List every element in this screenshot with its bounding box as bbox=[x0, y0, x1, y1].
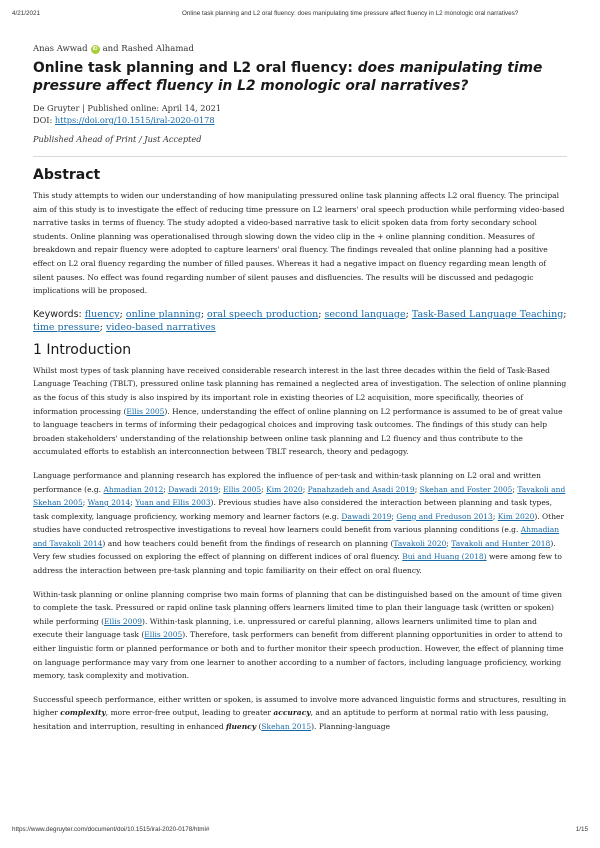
keyword-link[interactable]: fluency bbox=[84, 308, 120, 320]
publication-status: Published Ahead of Print / Just Accepted bbox=[33, 134, 202, 144]
emphasis-term: fluency bbox=[226, 722, 257, 731]
keyword-link[interactable]: second language bbox=[324, 308, 406, 320]
citation-link[interactable]: Bui and Huang (2018) bbox=[402, 552, 487, 562]
intro-paragraph-4: Successful speech performance, either written or spoken, is assumed to involve more advanced linguistic forms and structures, resulting in higher complexity, more error-free output, leading to greater accuracy, and an aptitude to perform at normal ratio with less pausing, hesitation and interruption, resulting in enhanced fluency (Skehan 2015). Planning-language bbox=[33, 694, 567, 731]
author-list bbox=[33, 44, 567, 54]
title-main: Online task planning and L2 oral fluency: bbox=[33, 60, 358, 76]
citation-link[interactable]: Kim 2020 bbox=[497, 511, 535, 521]
keyword-link[interactable]: online planning bbox=[125, 308, 201, 320]
doi-label: DOI: bbox=[33, 114, 55, 125]
print-page-title: Online task planning and L2 oral fluency: does manipulating time pressure affect fluency in L2 monologic oral narratives? bbox=[182, 10, 519, 17]
page-number: 1/15 bbox=[575, 826, 588, 833]
keyword-link[interactable]: video-based narratives bbox=[106, 321, 216, 333]
citation-link[interactable]: Tavakoli and Hunter 2018 bbox=[451, 538, 551, 548]
intro-paragraph-2: Language performance and planning research has explored the influence of per-task and within-task planning on L2 oral and written performance (e.g. Ahmadian 2012; Dawadi 2019; Ellis 2005; Kim 2020; Panahzadeh and Asadi 2019; Skehan and Foster 2005; Tavakoli and Skehan 2005; Wang 2014; Yuan and Ellis 2003). Previous studies have also considered the interaction between planning and task types, task complexity, language proficiency, working memory and learner factors (e.g. Dawadi 2019; Geng and Freduson 2013; Kim 2020). Other studies have conducted retrospective investigations to reveal how learners could benefit from various planning conditions (e.g. Ahmadian and Tavakoli 2014) and how teachers could benefit from the findings of research on planning (Tavakoli 2020; Tavakoli and Hunter 2018). Very few studies focussed on exploring the effect of planning on different indices of oral fluency. Bui and Huang (2018) were among few to address the interaction between pre-task planning and topic familiarity on their effect on oral fluency. bbox=[33, 470, 566, 576]
keyword-link[interactable]: time pressure bbox=[33, 321, 100, 333]
doi-line bbox=[33, 115, 567, 127]
orcid-icon[interactable]: iD bbox=[92, 45, 98, 52]
citation-link[interactable]: Ellis 2009 bbox=[104, 616, 143, 626]
abstract-heading: Abstract bbox=[33, 167, 101, 183]
keywords-label: Keywords: bbox=[33, 308, 85, 320]
citation-link[interactable]: Skehan 2015 bbox=[261, 722, 312, 731]
article-title bbox=[33, 59, 567, 95]
citation-link[interactable]: Ahmadian 2012 bbox=[103, 484, 164, 494]
section-heading-introduction: 1 Introduction bbox=[33, 341, 132, 358]
citation-link[interactable]: Tavakoli and Skehan 2005 bbox=[33, 484, 566, 508]
citation-link[interactable]: Ellis 2005 bbox=[144, 630, 183, 640]
citation-link[interactable]: Skehan and Foster 2005 bbox=[419, 484, 513, 494]
citation-link[interactable]: Panahzadeh and Asadi 2019 bbox=[307, 484, 415, 494]
doi-link[interactable]: https://doi.org/10.1515/iral-2020-0178 bbox=[54, 114, 215, 125]
author-names-rest: and Rashed Alhamad bbox=[102, 44, 194, 54]
citation-link[interactable]: Dawadi 2019 bbox=[341, 511, 392, 521]
abstract-text: This study attempts to widen our understanding of how manipulating pressured online task planning affects L2 oral fluency. The principal aim of this study is to investigate the effect of reducing time pressure on L2 learners' oral speech production while performing video-based narrative tasks in terms of fluency. The study adopted a video-based narrative task to elicit spoken data from forty secondary school students. Online planning was operationalised through slowing down the video clip in the + online planning condition. Measures of breakdown and repair fluency were adopted to capture learners' oral fluency. The findings revealed that online planning had a positive effect on L2 oral fluency regarding the number of filled pauses. Whereas it had a negative impact on fluency regarding mean length of silent pauses. No effect was found regarding number of silent pauses and disfluencies. The results will be discussed and pedagogic implications will be proposed. bbox=[33, 191, 565, 296]
citation-link[interactable]: Ellis 2005 bbox=[126, 406, 165, 416]
title-subtitle: does manipulating time pressure affect fluency in L2 monologic oral narratives? bbox=[33, 60, 543, 94]
citation-link[interactable]: Ellis 2005 bbox=[223, 484, 262, 494]
emphasis-term: complexity bbox=[60, 708, 106, 718]
author-link[interactable]: Anas Awwad bbox=[33, 44, 88, 54]
citation-link[interactable]: Geng and Freduson 2013 bbox=[396, 511, 493, 521]
print-footer bbox=[12, 826, 588, 836]
citation-link[interactable]: Dawadi 2019 bbox=[168, 484, 219, 494]
citation-link[interactable]: Yuan and Ellis 2003 bbox=[135, 498, 211, 508]
citation-link[interactable]: Tavakoli 2020 bbox=[393, 538, 447, 548]
keyword-link[interactable]: oral speech production bbox=[207, 308, 319, 320]
keywords: Keywords: fluency; online planning; oral speech production; second language; Task-Based Language Teaching; time pressure; video-based narratives bbox=[33, 308, 567, 333]
divider bbox=[33, 156, 567, 157]
print-date: 4/21/2021 bbox=[12, 10, 41, 17]
publication-meta bbox=[33, 103, 567, 126]
keyword-link[interactable]: Task-Based Language Teaching bbox=[411, 308, 564, 320]
intro-paragraph-3: Within-task planning or online planning comprise two main forms of planning that can be distinguished based on the amount of time given to complete the task. Pressured or rapid online task planning offers learners limited time to plan their language task (written or spoken) while performing (Ellis 2009). Within-task planning, i.e. unpressured or careful planning, allows learners unlimited time to plan and execute their language task (Ellis 2005). Therefore, task performers can benefit from different planning opportunities in order to attend to either linguistic form or planned performance or both and to further monitor their speech production. However, the effect of planning time on language performance may vary from one learner to another according to a number of factors, including language proficiency, working memory, task complexity and motivation. bbox=[33, 589, 564, 681]
article-content bbox=[33, 44, 567, 744]
intro-paragraph-1: Whilst most types of task planning have received considerable research interest in the last three decades within the field of Task-Based Language Teaching (TBLT), pressured online task planning has remained a neglected area of investigation. The selection of online planning as the focus of this study is also inspired by its important role in existing theories of L2 acquisition, more specifically, theories of information processing (Ellis 2005). Hence, understanding the effect of online planning on L2 performance is assumed to be of great value to language teachers in terms of informing their pedagogical choices and improving task outcomes. The findings of this study can help broaden stakeholders' understanding of the relationship between online task planning and L2 fluency and thus contribute to the accumulated efforts to establish an interconnection between TBLT research, theory and pedagogy. bbox=[33, 365, 567, 457]
emphasis-term: accuracy bbox=[273, 708, 311, 718]
citation-link[interactable]: Wang 2014 bbox=[87, 498, 131, 508]
citation-link[interactable]: Kim 2020 bbox=[266, 484, 303, 494]
publisher-line: De Gruyter | Published online: April 14, 2021 bbox=[33, 103, 222, 113]
print-header bbox=[12, 10, 588, 22]
print-url: https://www.degruyter.com/document/doi/10.1515/iral-2020-0178/html# bbox=[12, 826, 210, 833]
citation-link[interactable]: Ahmadian and Tavakoli 2014 bbox=[33, 525, 560, 548]
